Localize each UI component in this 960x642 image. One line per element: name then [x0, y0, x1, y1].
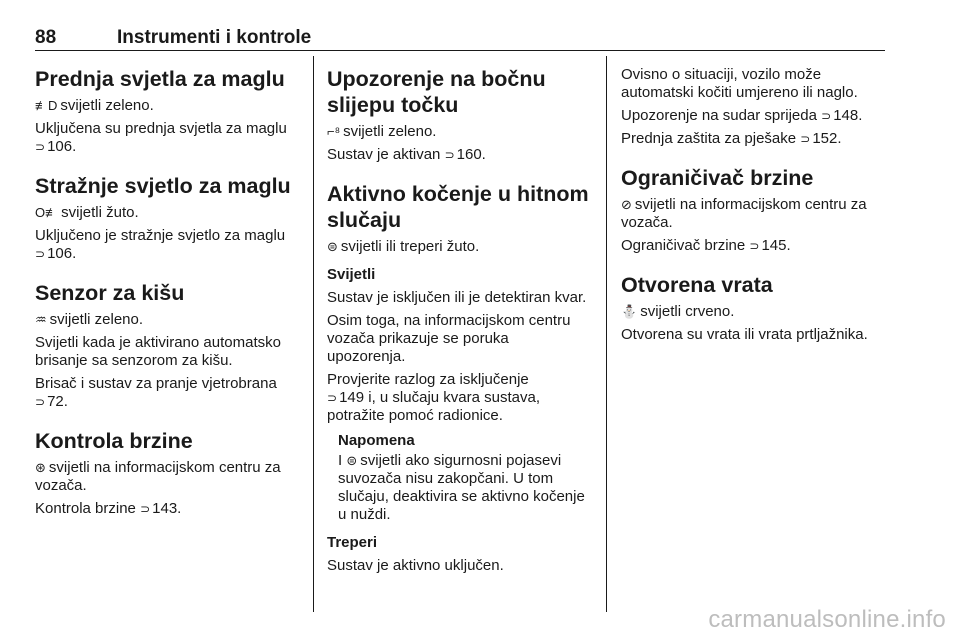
page-reference-link[interactable]: 106. — [47, 245, 77, 262]
rear-fog-description: Uključeno je stražnje svjetlo za maglu ⊃ 106. — [35, 227, 286, 262]
rear-fog-status: O≢ svijetli žuto. — [35, 204, 139, 221]
note-title: Napomena — [338, 432, 415, 449]
pedestrian-reference: Prednja zaštita za pješake ⊃ 152. — [621, 130, 842, 147]
page-reference-link[interactable]: 160. — [456, 146, 486, 163]
emergency-braking-icon: ⊜ — [327, 239, 338, 254]
column-divider — [606, 56, 607, 612]
wiper-reference: Brisač i sustav za pranje vjetrobrana ⊃ 72. — [35, 375, 277, 410]
watermark: carmanualsonline.info — [708, 606, 946, 633]
cruise-control-icon: ⊛ — [35, 460, 46, 475]
paragraph: Sustav je aktivno uključen. — [327, 557, 504, 574]
rain-sensor-status: ♒ svijetli zeleno. — [35, 311, 144, 328]
page-number: 88 — [35, 27, 57, 48]
page-reference-icon: ⊃ — [35, 140, 46, 154]
chapter-title: Instrumenti i kontrole — [117, 27, 312, 48]
column-1 — [35, 66, 297, 523]
subheading-flashing: Treperi — [327, 534, 378, 551]
section-title-front-fog: Prednja svjetla za maglu — [35, 67, 285, 91]
section-title-cruise-control: Kontrola brzine — [35, 429, 193, 453]
front-fog-status: ≢D svijetli zeleno. — [35, 97, 154, 114]
door-open-description: Otvorena su vrata ili vrata prtljažnika. — [621, 326, 868, 343]
column-divider — [313, 56, 314, 612]
paragraph: Ovisno o situaciji, vozilo može automatski kočiti umjereno ili naglo. — [621, 66, 858, 101]
column-2 — [327, 66, 589, 580]
speed-limiter-status: ⊘ svijetli na informacijskom centru za vozača. — [621, 196, 867, 231]
speed-limiter-icon: ⊘ — [621, 197, 632, 212]
page-reference-link[interactable]: 152. — [812, 130, 842, 147]
column-3 — [621, 66, 891, 349]
subheading-lit: Svijetli — [327, 266, 376, 283]
section-title-speed-limiter: Ograničivač brzine — [621, 166, 814, 190]
door-open-status: ⛄ svijetli crveno. — [621, 303, 735, 320]
page-reference-icon: ⊃ — [444, 148, 455, 162]
page-reference-icon: ⊃ — [35, 395, 46, 409]
emergency-braking-icon: ⊜ — [346, 453, 358, 468]
page-header — [35, 26, 885, 51]
side-blind-spot-icon: ⌐⁸ — [327, 124, 341, 139]
note-box — [338, 432, 589, 524]
page-reference-icon: ⊃ — [35, 247, 46, 261]
section-title-emergency-braking: Aktivno kočenje u hitnom slučaju — [327, 182, 589, 232]
page-reference-icon: ⊃ — [749, 239, 760, 253]
page-reference-link[interactable]: 143. — [152, 500, 182, 517]
note-text: I ⊜ svijetli ako sigurnosni pojasevi suvozača nisu zakopčani. U tom slučaju, deaktivira se aktivno kočenje u nuždi. — [338, 452, 585, 523]
cruise-control-reference: Kontrola brzine ⊃ 143. — [35, 500, 182, 517]
page-reference-link[interactable]: 145. — [761, 237, 791, 254]
section-title-rear-fog: Stražnje svjetlo za maglu — [35, 174, 291, 198]
rain-sensor-description: Svijetli kada je aktivirano automatsko brisanje sa senzorom za kišu. — [35, 334, 281, 369]
emergency-braking-status: ⊜ svijetli ili treperi žuto. — [327, 238, 480, 255]
paragraph: Provjerite razlog za isključenje ⊃ 149 i, u slučaju kvara sustava, potražite pomoć radionice. — [327, 371, 541, 424]
page-reference-link[interactable]: 148. — [833, 107, 863, 124]
cruise-control-status: ⊛ svijetli na informacijskom centru za vozača. — [35, 459, 281, 494]
rear-fog-light-icon: O≢ — [35, 205, 59, 220]
collision-reference: Upozorenje na sudar sprijeda ⊃ 148. — [621, 107, 863, 124]
section-title-blind-spot: Upozorenje na bočnu slijepu točku — [327, 67, 546, 117]
front-fog-light-icon: ≢D — [35, 98, 58, 113]
section-title-door-open: Otvorena vrata — [621, 273, 773, 297]
section-title-rain-sensor: Senzor za kišu — [35, 281, 185, 305]
page-reference-link[interactable]: 149 i, u slučaju kvara sustava, potražite pomoć radionice. — [327, 389, 541, 424]
door-open-icon: ⛄ — [621, 304, 638, 319]
page-reference-link[interactable]: 72. — [47, 393, 68, 410]
page-reference-icon: ⊃ — [821, 109, 832, 123]
speed-limiter-reference: Ograničivač brzine ⊃ 145. — [621, 237, 791, 254]
page-reference-icon: ⊃ — [140, 502, 151, 516]
paragraph: Sustav je isključen ili je detektiran kvar. — [327, 289, 587, 306]
page-reference-icon: ⊃ — [800, 132, 811, 146]
blind-spot-reference: Sustav je aktivan ⊃ 160. — [327, 146, 486, 163]
page-reference-link[interactable]: 106. — [47, 138, 77, 155]
rain-sensor-icon: ♒ — [35, 312, 47, 327]
page-reference-icon: ⊃ — [327, 391, 338, 405]
paragraph: Osim toga, na informacijskom centru vozača prikazuje se poruka upozorenja. — [327, 312, 571, 365]
front-fog-description: Uključena su prednja svjetla za maglu ⊃ 106. — [35, 120, 287, 155]
blind-spot-status: ⌐⁸ svijetli zeleno. — [327, 123, 437, 140]
